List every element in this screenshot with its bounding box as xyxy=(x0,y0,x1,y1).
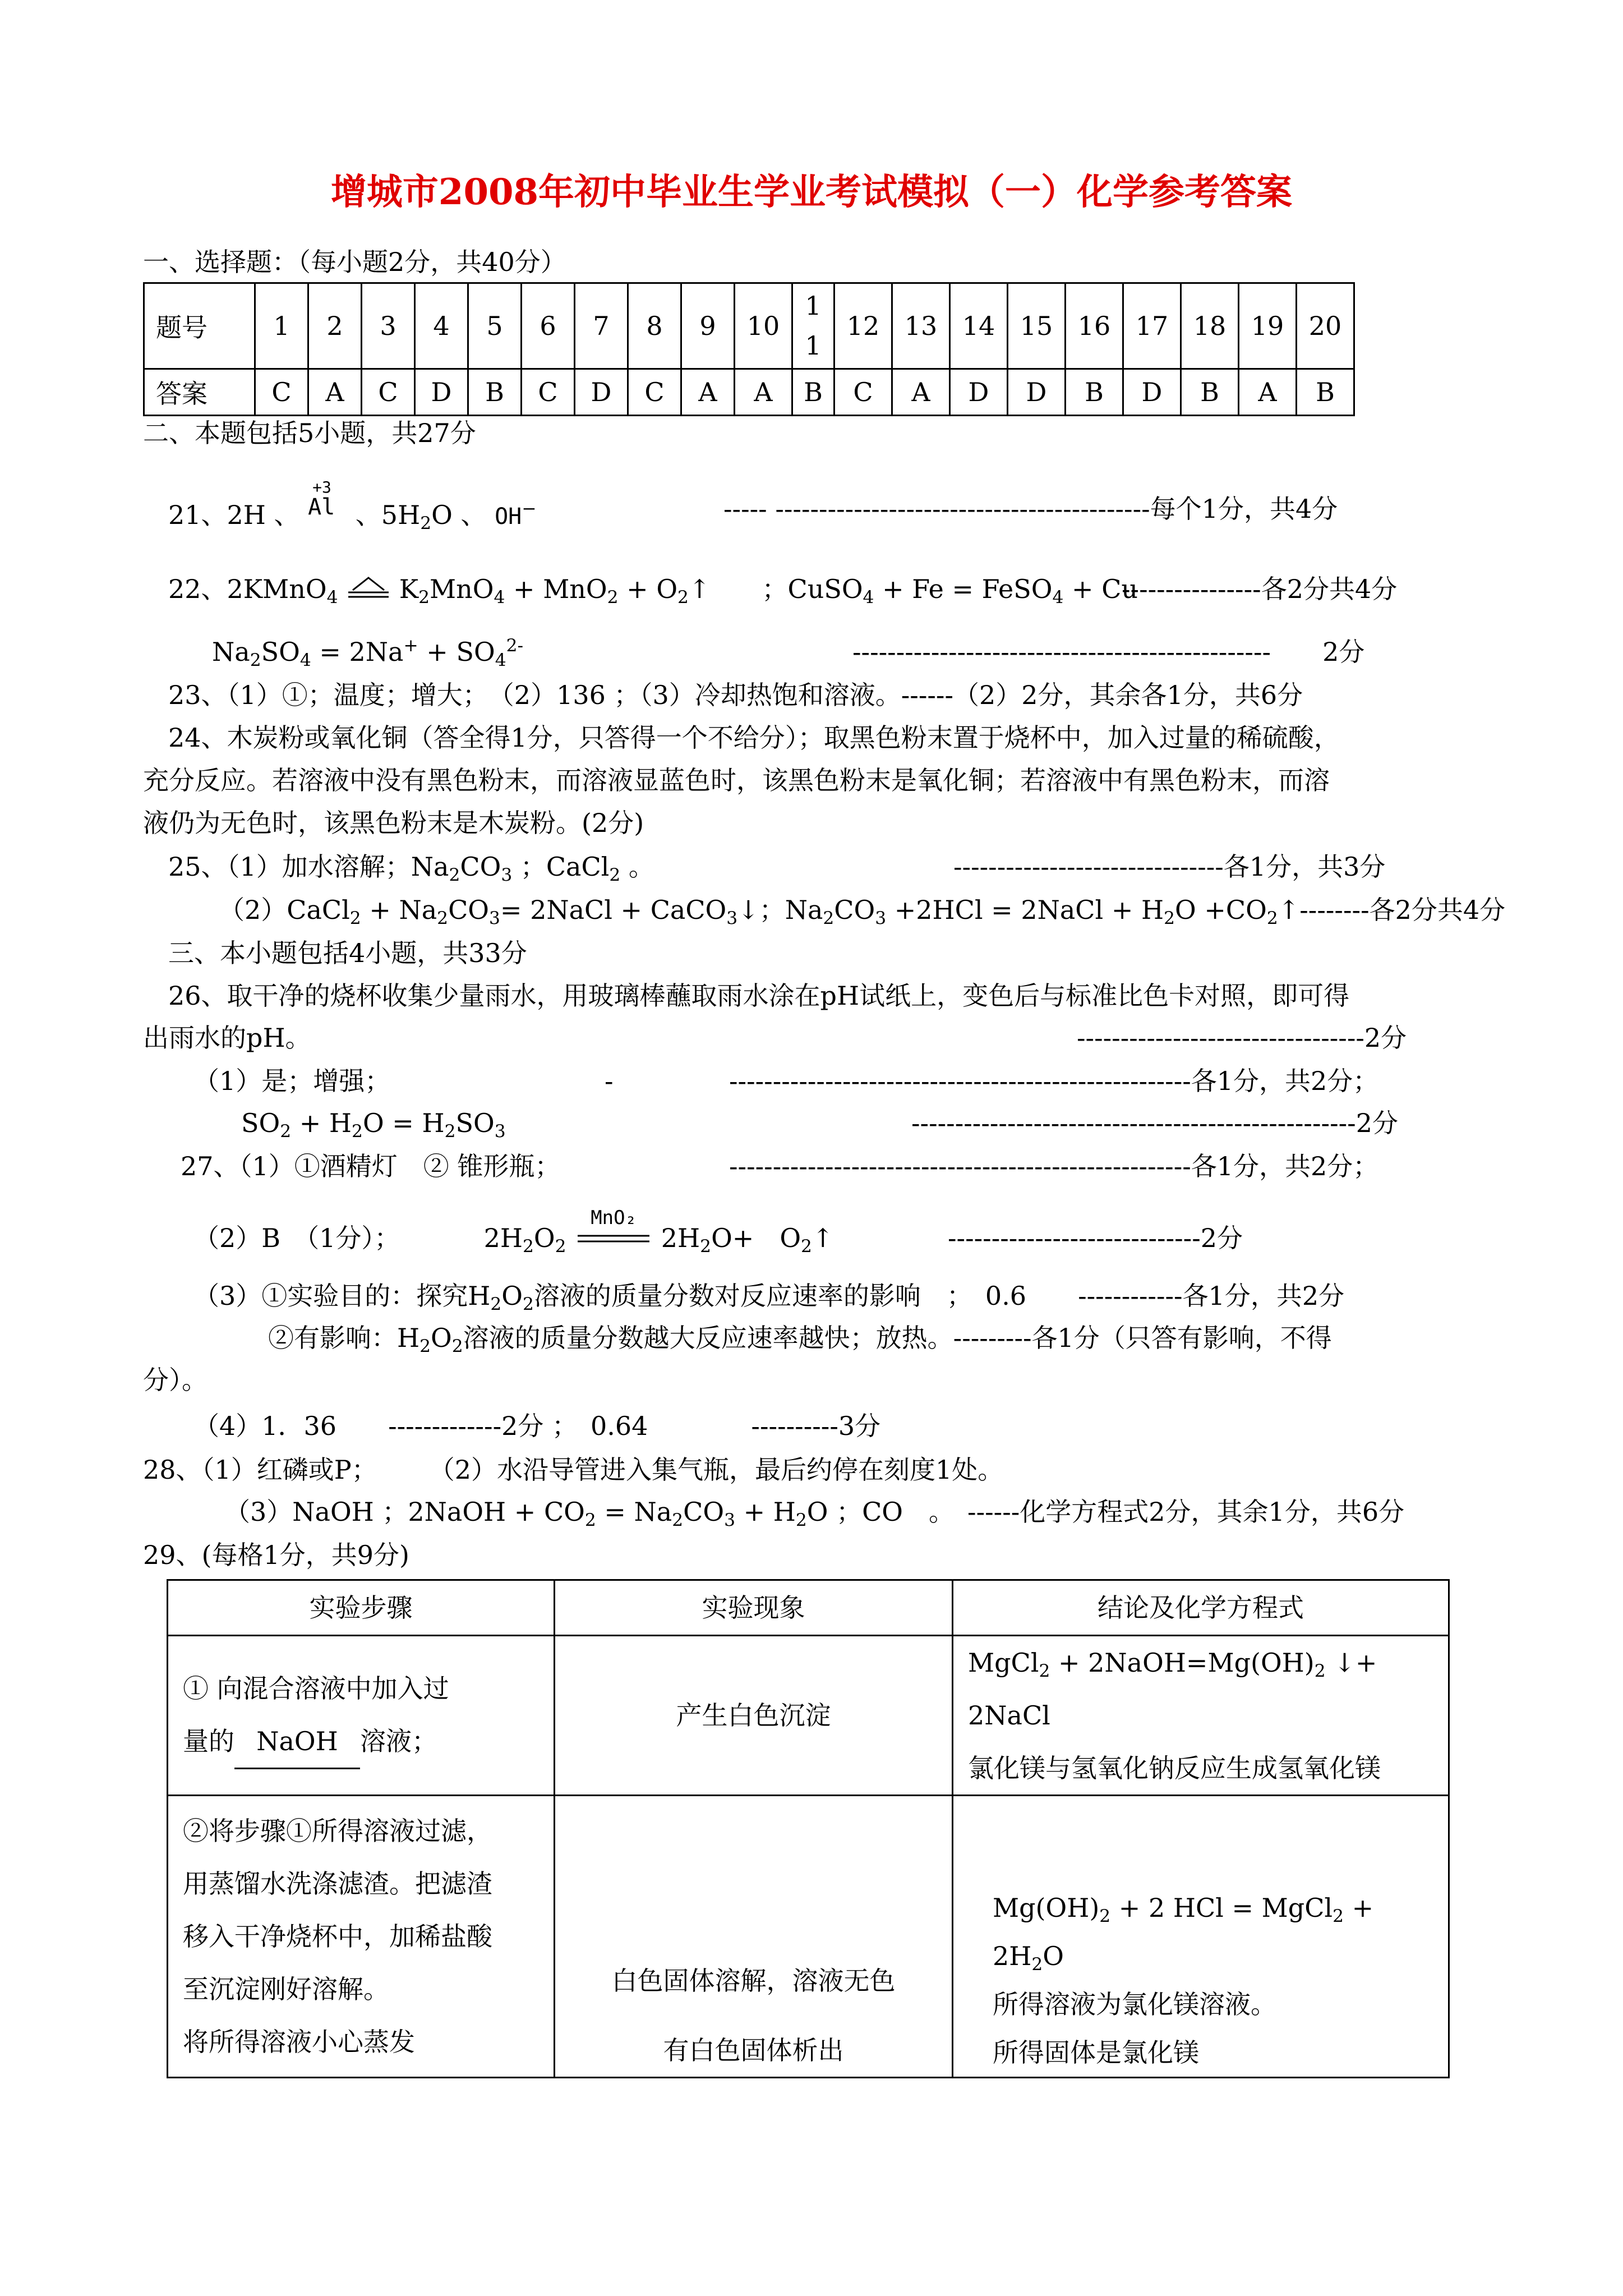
q27-line4: ②有影响：$H_2O_2$溶液的质量分数越大反应速率越快；放热。---------各1分（只答有影响，不得 xyxy=(268,1323,1332,1356)
answer-cell: B xyxy=(1181,369,1239,416)
answer-cell: B xyxy=(1066,369,1123,416)
q21-prefix: 21、2H 、 xyxy=(168,500,300,530)
phenomenon-cell-2 xyxy=(555,1796,953,2078)
q26-line3-score: -----------------------------------------------------各1分，共2分； xyxy=(729,1066,1379,1096)
header-conclusion: 结论及化学方程式 xyxy=(953,1580,1449,1636)
catalyst-arrow xyxy=(574,1207,653,1251)
q21-score: ----- -------------------------------------------每个1分，共4分 xyxy=(723,494,1338,524)
answer-cell: A xyxy=(681,369,735,416)
qnum-cell: 5 xyxy=(468,283,522,369)
phenomenon-cell-1: 产生白色沉淀 xyxy=(555,1636,953,1796)
q21-line: 21、2H 、 +3 Al 、$5H_2O$ 、 OH− xyxy=(168,478,537,533)
q26-line3: （1）是；增强； xyxy=(193,1066,391,1096)
q27-line5: 分）。 xyxy=(143,1365,208,1395)
q28-line1: 28、（1）红磷或P； （2）水沿导管进入集气瓶，最后约停在刻度1处。 xyxy=(143,1455,1004,1485)
q27-line6: （4）1．36 -------------2分 ； 0.64 ----------3分 xyxy=(193,1411,881,1441)
conclusion-cell-2 xyxy=(953,1796,1449,2078)
row-label-question: 题号 xyxy=(144,283,255,369)
qnum-cell: 10 xyxy=(735,283,792,369)
q22-l2-text: = 2Na xyxy=(311,637,404,667)
section1-heading: 一、选择题：（每小题2分，共40分） xyxy=(143,247,566,277)
double-line-icon xyxy=(574,1232,653,1246)
q26-l4-text: SO xyxy=(241,1108,280,1138)
q24-line3: 液仍为无色时，该黑色粉末是木炭粉。(2分) xyxy=(143,808,644,838)
oh-symbol: OH xyxy=(495,504,522,530)
qnum-cell: 7 xyxy=(575,283,628,369)
q22-text: + O xyxy=(618,574,678,604)
al-charge: +3 xyxy=(312,478,331,496)
q28-l2-text: O ；CO 。 ------化学方程式2分，其余1分，共6分 xyxy=(806,1497,1405,1527)
q25-line1: 25、（1）加水溶解；$Na_2CO_3$ ；CaCl$_2$ 。 xyxy=(168,852,654,885)
q28-line2: （3）NaOH ；2NaOH + $CO_2 = Na_2CO_3 + H_2O$ ；CO 。 ------化学方程式2分，其余1分，共6分 xyxy=(224,1497,1405,1530)
experiment-row-1 xyxy=(168,1636,1449,1796)
q27-l4-text: O xyxy=(431,1323,452,1353)
qnum-cell: 6 xyxy=(522,283,575,369)
answer-cell: B xyxy=(468,369,522,416)
q27-l3-text: 溶液的质量分数对反应速率的影响 ； 0.6 ------------各1分，共2分 xyxy=(533,1281,1345,1311)
step1-line1: ① 向混合溶液中加入过 xyxy=(183,1673,449,1704)
q27-l2-text: O xyxy=(533,1223,555,1253)
answer-cell: D xyxy=(575,369,628,416)
q25-l2-text: + Na xyxy=(361,895,437,925)
q25-l2-text: O +CO xyxy=(1175,895,1267,925)
step1-line2 xyxy=(183,1715,539,1769)
q28-l2-text: = Na xyxy=(596,1497,672,1527)
answer-cell: D xyxy=(1123,369,1181,416)
heating-sign-icon xyxy=(346,576,391,600)
answer-cell: D xyxy=(415,369,468,416)
q22-text: + MnO xyxy=(505,574,607,604)
q25-l2-text: CO xyxy=(834,895,875,925)
q22-text: 22、2KMnO xyxy=(168,574,327,604)
q25-l2-text: +2HCl = 2NaCl + H xyxy=(886,895,1164,925)
q26-line1: 26、取干净的烧杯收集少量雨水，用玻璃棒蘸取雨水涂在pH试纸上，变色后与标准比色卡对照，即可得 xyxy=(168,981,1350,1011)
qnum-cell: 20 xyxy=(1297,283,1354,369)
step2-line: 移入干净烧杯中，加稀盐酸 xyxy=(183,1921,492,1952)
q24-line2: 充分反应。若溶液中没有黑色粉末，而溶液显蓝色时，该黑色粉末是氧化铜；若溶液中有黑色粉末，而溶 xyxy=(143,765,1330,795)
answer-cell: C xyxy=(628,369,681,416)
q25-l2-text: （2）CaCl xyxy=(219,895,350,925)
answer-cell: A xyxy=(1239,369,1297,416)
q22-line2: $Na_2SO_4 = 2Na^+ + SO_4^{2-}$ xyxy=(212,635,524,670)
q27-l2-text: 2H xyxy=(661,1223,700,1253)
q27-line2-score: -----------------------------2分 xyxy=(948,1223,1243,1253)
q28-l2-text: CO xyxy=(683,1497,725,1527)
answer-cell: C xyxy=(834,369,892,416)
qnum-cell: 19 xyxy=(1239,283,1297,369)
q25-text: ；CaCl xyxy=(512,852,610,882)
step1-text: 量的 xyxy=(183,1726,234,1756)
q27-line2: （2）B （1分）； $2H_2O_2$ MnO₂ $2H_2O+$ $O_2↑$ xyxy=(193,1207,834,1257)
q22-line2-score: ------------------------------------------------ 2分 xyxy=(852,637,1365,667)
q22-text: K xyxy=(399,574,419,604)
q26-l4-text: + H xyxy=(291,1108,352,1138)
q25-l2-text: = 2NaCl + CaCO xyxy=(500,895,727,925)
concl1-text: ↓+ 2NaCl xyxy=(968,1648,1377,1731)
experiment-table xyxy=(167,1579,1450,2078)
qnum-cell: 4 xyxy=(415,283,468,369)
conclusion-cell-1 xyxy=(953,1636,1449,1796)
step1-text: 溶液； xyxy=(360,1726,437,1756)
step1-fill-answer: NaOH xyxy=(234,1715,360,1769)
q25-l2-text: ↓；Na xyxy=(737,895,823,925)
q22-text: + Fe = FeSO xyxy=(874,574,1053,604)
qnum-cell: 8 xyxy=(628,283,681,369)
concl1-text: MgCl xyxy=(968,1648,1039,1678)
step2-line: 至沉淀刚好溶解。 xyxy=(183,1974,389,2004)
q29-heading: 29、(每格1分，共9分) xyxy=(143,1540,409,1570)
q22-score: ----------------各2分共4分 xyxy=(1122,574,1398,604)
qnum-cell: 9 xyxy=(681,283,735,369)
q27-line3: （3）①实验目的：探究$H_2O_2$溶液的质量分数对反应速率的影响 ； 0.6 ------------各1分，共2分 xyxy=(193,1281,1345,1314)
qnum-cell: 1 xyxy=(255,283,308,369)
q25-text: 。 xyxy=(620,852,654,882)
q25-line1-score: -------------------------------各1分，共3分 xyxy=(953,852,1386,882)
q24-line1: 24、木炭粉或氧化铜（答全得1分，只答得一个不给分）；取黑色粉末置于烧杯中，加入过量的稀硫酸， xyxy=(168,723,1340,753)
experiment-row-2 xyxy=(168,1796,1449,2078)
conclusion1-equation: MgCl$_2$ + $2NaOH=Mg(OH)_2$ ↓+ 2NaCl xyxy=(968,1648,1377,1731)
q22-l2-text: Na xyxy=(212,637,250,667)
q21-mid: 、5H xyxy=(355,500,421,530)
experiment-header-row xyxy=(168,1580,1449,1636)
q25-l2-text: ↑--------各2分共4分 xyxy=(1278,895,1506,925)
qnum-cell: 15 xyxy=(1008,283,1066,369)
conclusion2-line2: 所得溶液为氯化镁溶液。 xyxy=(993,1989,1276,2019)
q26-line3-dash: - xyxy=(605,1066,614,1096)
q27-l4-text: 溶液的质量分数越大反应速率越快；放热。---------各1分（只答有影响，不得 xyxy=(463,1323,1332,1353)
q27-l2-text: （2）B （1分）； xyxy=(193,1223,400,1253)
q22-text: MnO xyxy=(430,574,494,604)
q26-line4: $SO_2 + H_2O = H_2SO_3$ xyxy=(241,1108,506,1142)
q27-l3-text: （3）①实验目的：探究H xyxy=(193,1281,491,1311)
answer-cell: D xyxy=(1008,369,1066,416)
answer-row xyxy=(144,369,1354,416)
q25-text: CO xyxy=(460,852,501,882)
step2-line: ②将步骤①所得溶液过滤， xyxy=(183,1816,492,1846)
q28-l2-text: （3）NaOH ；2NaOH + CO xyxy=(224,1497,585,1527)
answer-cell: C xyxy=(255,369,308,416)
concl2-text: Mg(OH) xyxy=(993,1893,1100,1923)
q22-text: ↑ ；CuSO xyxy=(688,574,863,604)
q22-line1: 22、2KMnO$_4$ $K_2MnO_4 + MnO_2$ + $O_2↑$ ；CuSO$_4$ + Fe = FeSO$_4$ + Cu xyxy=(168,574,1138,608)
q27-l2-text: O+ O xyxy=(711,1223,801,1253)
q27-l2-text: ↑ xyxy=(811,1223,834,1253)
answer-cell: A xyxy=(735,369,792,416)
answer-cell: B xyxy=(1297,369,1354,416)
step-cell-2 xyxy=(168,1796,555,2078)
q26-line2-score: ---------------------------------2分 xyxy=(1077,1023,1407,1053)
qnum-cell: 18 xyxy=(1181,283,1239,369)
step2-line: 用蒸馏水洗涤滤渣。把滤渣 xyxy=(183,1869,492,1899)
qnum-11-stack: 1 1 xyxy=(805,290,822,361)
answer-table xyxy=(143,282,1355,416)
step2-line: 将所得溶液小心蒸发 xyxy=(183,2027,415,2057)
header-phenomenon: 实验现象 xyxy=(555,1580,953,1636)
page-title: 增城市2008年初中毕业生学业考试模拟（一）化学参考答案 xyxy=(330,171,1293,213)
qnum-cell: 14 xyxy=(950,283,1008,369)
q25-text: 25、（1）加水溶解；Na xyxy=(168,852,449,882)
q23-line: 23、（1）①；温度；增大； （2）136 ；（3）冷却热饱和溶液。------（2）2分，其余各1分，共6分 xyxy=(168,680,1303,710)
conclusion2-line3: 所得固体是氯化镁 xyxy=(993,2037,1199,2068)
answer-cell: C xyxy=(522,369,575,416)
qnum-cell-narrow xyxy=(792,283,834,369)
qnum-cell: 12 xyxy=(834,283,892,369)
q28-l2-text: + H xyxy=(735,1497,796,1527)
q25-l2-text: CO xyxy=(448,895,489,925)
q22-l2-text: SO xyxy=(261,637,300,667)
q27-line1-score: -----------------------------------------------------各1分，共2分； xyxy=(729,1151,1379,1181)
q21-mid2: O 、 xyxy=(431,500,487,530)
q27-l4-text: ②有影响：H xyxy=(268,1323,420,1353)
phenomenon2-line1: 白色固体溶解，溶液无色 xyxy=(611,1966,896,1996)
answer-cell: B xyxy=(792,369,834,416)
qnum-cell: 13 xyxy=(892,283,950,369)
concl2-text: O xyxy=(1043,1941,1064,1971)
q26-line2: 出雨水的pH。 xyxy=(143,1023,311,1053)
q26-l4-text: SO xyxy=(455,1108,495,1138)
section3-heading: 三、本小题包括4小题，共33分 xyxy=(168,938,527,968)
answer-cell: D xyxy=(950,369,1008,416)
q22-l2-text: + SO xyxy=(418,637,495,667)
q27-line1: 27、（1）①酒精灯 ② 锥形瓶； xyxy=(181,1151,561,1181)
concl2-text: + 2H xyxy=(993,1893,1374,1971)
row-label-answer: 答案 xyxy=(144,369,255,416)
oh-charge: − xyxy=(522,498,537,519)
al-symbol: Al xyxy=(308,494,335,520)
answer-cell: C xyxy=(362,369,415,416)
q27-l2-text: 2H xyxy=(483,1223,523,1253)
qnum-cell: 16 xyxy=(1066,283,1123,369)
qnum-cell: 3 xyxy=(362,283,415,369)
conclusion2-equation: $Mg(OH)_2 + 2$ HCl = MgCl$_2$ + $2H_2O$ xyxy=(993,1893,1374,1975)
answer-cell: A xyxy=(308,369,362,416)
q27-l3-text: O xyxy=(501,1281,523,1311)
section2-heading: 二、本题包括5小题，共27分 xyxy=(143,418,476,448)
qnum-cell: 17 xyxy=(1123,283,1181,369)
q25-line2: （2）CaCl$_2$ + $Na_2CO_3=$ 2NaCl + CaCO$_3$↓；$Na_2CO_3 +2HCl$ = 2NaCl + $H_2O$ $+CO_2↑--------$各2分共4分 xyxy=(219,895,1506,928)
step-cell-1 xyxy=(168,1636,555,1796)
header-steps: 实验步骤 xyxy=(168,1580,555,1636)
answer-cell: A xyxy=(892,369,950,416)
qnum-cell: 2 xyxy=(308,283,362,369)
q26-l4-text: O = H xyxy=(362,1108,445,1138)
concl1-text: + 2NaOH=Mg(OH) xyxy=(1050,1648,1315,1678)
phenomenon2-line2: 有白色固体析出 xyxy=(663,2035,844,2065)
q22-text: + Cu xyxy=(1063,574,1138,604)
question-number-row xyxy=(144,283,1354,369)
concl2-text: + 2 HCl = MgCl xyxy=(1110,1893,1333,1923)
catalyst-label: MnO₂ xyxy=(591,1207,637,1229)
q26-line4-score: ---------------------------------------------------2分 xyxy=(911,1108,1398,1138)
conclusion1-text: 氯化镁与氢氧化钠反应生成氢氧化镁 xyxy=(968,1753,1381,1783)
al-ion-symbol xyxy=(308,478,347,527)
